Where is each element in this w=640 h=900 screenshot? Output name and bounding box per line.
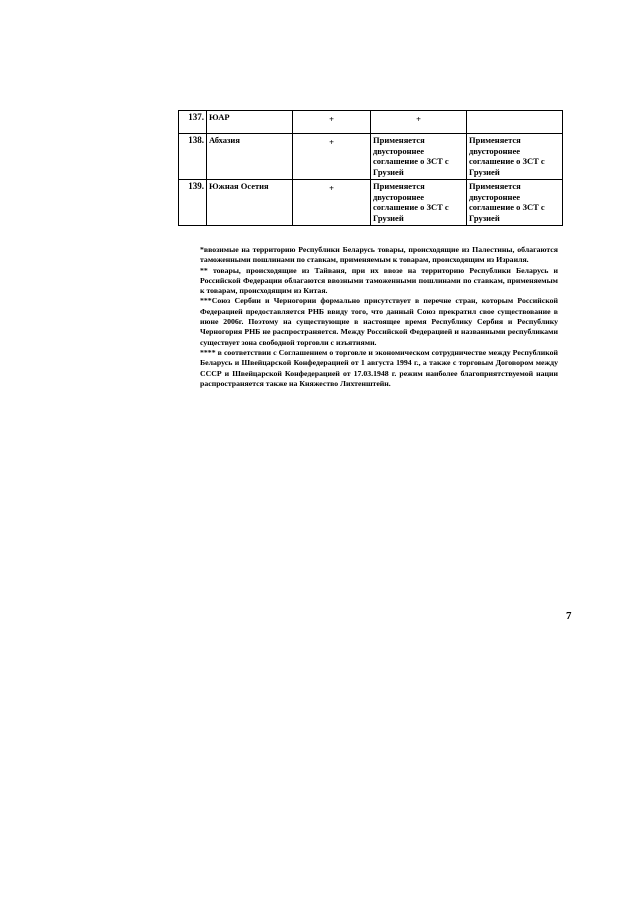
- country-name: ЮАР: [207, 111, 293, 134]
- footnote-palestine: *ввозимые на территорию Республики Беларусь товары, происходящие из Палестины, облагаются таможенными пошлинами по ставкам, применяемым к товарам, происходящим из Израиля.: [200, 245, 558, 265]
- footnote-taiwan: ** товары, происходящие из Тайваня, при их ввозе на территорию Республики Беларусь и Российской Федерации облагаются ввозными таможенными пошлинами по ставкам, применяемым к товарам, происходящим из Китая.: [200, 265, 558, 296]
- regime-cell: Применяется двустороннее соглашение о ЗСТ с Грузией: [467, 134, 563, 180]
- regime-mark: +: [371, 111, 467, 134]
- footnotes: [200, 245, 558, 389]
- country-name: Абхазия: [207, 134, 293, 180]
- footnote-serbia-montenegro: ***Союз Сербии и Черногории формально присутствует в перечне стран, которым Российской Федерацией предоставляется РНБ ввиду того, что данный Союз прекратил свое существование в июне 2006г. Поэтому на существующие в настоящее время Республику Сербия и Республику Черногория РНБ не распространяется. Между Российской Федерацией и названными республиками существует зона свободной торговли с изъятиями.: [200, 296, 558, 347]
- row-number: 137.: [179, 111, 207, 134]
- row-number: 139.: [179, 180, 207, 226]
- country-name: Южная Осетия: [207, 180, 293, 226]
- regime-cell: [467, 111, 563, 134]
- regime-cell: Применяется двустороннее соглашение о ЗСТ с Грузией: [371, 180, 467, 226]
- regime-cell: Применяется двустороннее соглашение о ЗСТ с Грузией: [371, 134, 467, 180]
- row-number: 138.: [179, 134, 207, 180]
- regime-mark: +: [293, 111, 371, 134]
- country-regime-table: [178, 110, 563, 226]
- table-row: [179, 134, 563, 180]
- page-number: 7: [566, 610, 572, 622]
- regime-mark: +: [293, 180, 371, 226]
- footnote-liechtenstein: **** в соответствии с Соглашением о торговле и экономическом сотрудничестве между Республикой Беларусь и Швейцарской Конфедерацией от 1 августа 1994 г., а также с торговым Договором между СССР и Швейцарской Конфедерацией от 17.03.1948 г. режим наиболее благоприятствуемой нации распространяется также на Княжество Лихтенштейн.: [200, 347, 558, 388]
- regime-cell: Применяется двустороннее соглашение о ЗСТ с Грузией: [467, 180, 563, 226]
- table-row: [179, 180, 563, 226]
- regime-mark: +: [293, 134, 371, 180]
- table-row: [179, 111, 563, 134]
